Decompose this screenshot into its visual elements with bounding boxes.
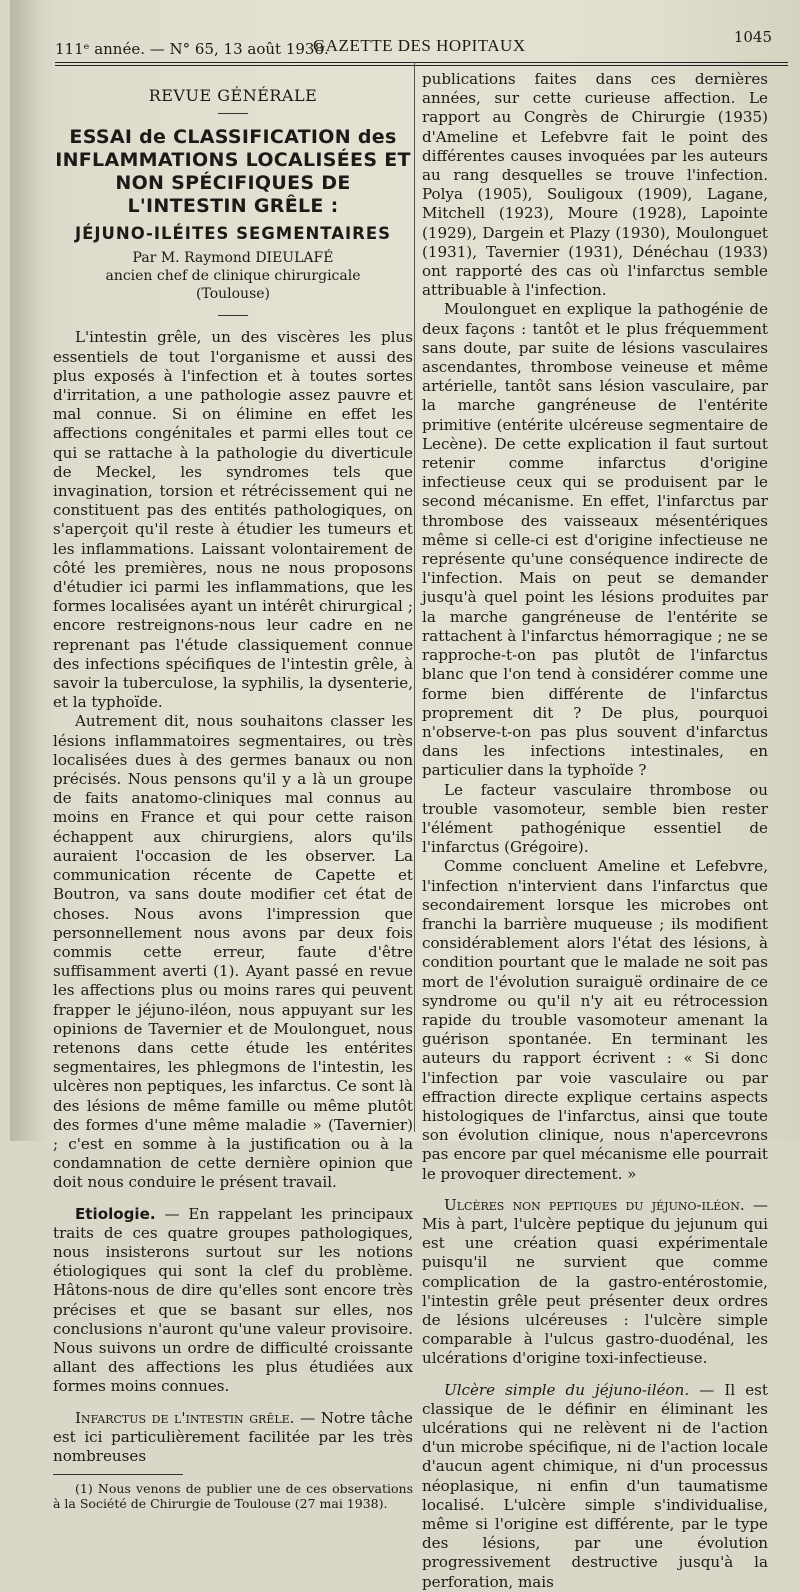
paragraph: Infarctus de l'intestin grêle. — Notre tâche est ici particulièrement facilitée par les très nombreuses: [53, 1408, 413, 1465]
issue-info: 111ᵉ année. — N° 65, 13 août 1938.: [55, 40, 329, 58]
footnote: (1) Nous venons de publier une de ces observations à la Société de Chirurgie de Toulouse (27 mai 1938).: [53, 1481, 413, 1512]
section-heading: REVUE GÉNÉRALE: [148, 86, 318, 105]
paragraph: Le facteur vasculaire thrombose ou trouble vasomoteur, semble bien rester l'élément pathogénique essentiel de l'infarctus (Grégoire).: [422, 780, 768, 857]
run-in-heading: Etiologie.: [75, 1204, 156, 1223]
run-in-heading: Ulcères non peptiques du jéjuno-iléon.: [444, 1195, 745, 1214]
paragraph: Autrement dit, nous souhaitons classer les lésions inflammatoires segmentaires, ou très localisées dues à des germes banaux ou non précisés. Nous pensons qu'il y a là un groupe de faits anatomo-cliniques mal connus au moins en France et qui pour cette raison échappent aux chirurgiens, alors qu'ils auraient l'occasion de les observer. La communication récente de Capette et Boutron, va sans doute modifier cet état de choses. Nous avons l'impression que personnellement nous avons par deux fois commis cette erreur, faute d'être suffisamment averti (1). Ayant passé en revue les affections plus ou moins rares qui peuvent frapper le jéjuno-iléon, nous appuyant sur les opinions de Tavernier et de Moulonguet, nous retenons dans cette étude les entérites segmentaires, les phlegmons de l'intestin, les ulcères non peptiques, les infarctus. Ce sont là des lésions de même famille ou même plutôt des formes d'une même maladie » (Tavernier) ; c'est en somme à la justification ou à la condamnation de cette dernière opinion que doit nous conduire le présent travail.: [53, 712, 413, 1192]
right-column: [422, 70, 768, 1592]
journal-title: GAZETTE DES HOPITAUX: [313, 36, 526, 55]
author-affiliation: ancien chef de clinique chirurgicale: [105, 268, 361, 285]
footnote-rule: [53, 1474, 183, 1475]
paragraph: Ulcères non peptiques du jéjuno-iléon. — Mis à part, l'ulcère peptique du jejunum qui est une création quasi expérimentale puisqu'il ne survient que comme complication de la gastro-entérostomie, l'intestin grêle peut présenter deux ordres de lésions ulcéreuses : l'ulcère simple comparable à l'ulcus gastro-duodénal, les ulcérations d'origine toxi-infectieuse.: [422, 1195, 768, 1368]
binding-edge: [10, 0, 36, 1141]
run-in-heading: Ulcère simple du jéjuno-iléon.: [444, 1380, 690, 1399]
column-divider: [414, 62, 415, 1132]
paragraph: Ulcère simple du jéjuno-iléon. — Il est classique de le définir en éliminant les ulcérations qui ne relèvent ni de l'action d'un microbe spécifique, ni de l'action locale d'aucun agent chimique, ni d'un processus néoplasique, ni enfin d'un taumatisme localisé. L'ulcère simple s'individualise, même si l'origine est différente, par le type des lésions, par une évolution progressivement destructive jusqu'à la perforation, mais: [422, 1380, 768, 1591]
header-rule: [55, 62, 788, 63]
left-column: [53, 84, 413, 1511]
short-rule: [218, 113, 248, 114]
paragraph: Comme concluent Ameline et Lefebvre, l'infection n'intervient dans l'infarctus que secondairement lorsque les microbes ont franchi la barrière muqueuse ; ils modifient considérablement alors l'état des lésions, à condition pourtant que le malade ne soit pas mort de l'évolution suraiguë ordinaire de ce syndrome ou qu'il n'y ait eu rétrocession rapide du trouble vasomoteur amenant la guérison spontanée. En terminant les auteurs du rapport écrivent : « Si donc l'infection par voie vasculaire ou par effraction directe explique certains aspects histologiques de l'infarctus, ainsi que toute son évolution clinique, nous n'apercevrons pas encore par quel mécanisme elle pourrait le provoquer directement. »: [422, 857, 768, 1183]
paragraph: Etiologie. — En rappelant les principaux traits de ces quatre groupes pathologiques, nous insisterons surtout sur les notions étiologiques qui sont la clef du problème. Hâtons-nous de dire qu'elles sont encore très précises et que se basant sur elles, nos conclusions n'auront qu'une valeur provisoire. Nous suivons un ordre de difficulté croissante allant des affections les plus étudiées aux formes moins connues.: [53, 1204, 413, 1396]
author-name: Par M. Raymond DIEULAFÉ: [132, 250, 334, 267]
run-in-heading: Infarctus de l'intestin grêle.: [75, 1408, 295, 1427]
author-city: (Toulouse): [195, 286, 270, 303]
running-header: [55, 28, 780, 60]
article-subtitle: JÉJUNO-ILÉITES SEGMENTAIRES: [74, 224, 392, 244]
page-number: 1045: [733, 28, 772, 46]
header-rule-double: [55, 65, 788, 66]
short-rule: [218, 315, 248, 316]
paragraph: Moulonguet en explique la pathogénie de deux façons : tantôt et le plus fréquemment sans doute, par suite de lésions vasculaires ascendantes, thrombose veineuse et même artérielle, tantôt sans lésion vasculaire, par la marche gangréneuse de l'entérite primitive (entérite ulcéreuse segmentaire de Lecène). De cette explication il faut surtout retenir comme infarctus d'origine infectieuse ceux qui se produisent par le second mécanisme. En effet, l'infarctus par thrombose des vaisseaux mésentériques même si celle-ci est d'origine infectieuse ne représente qu'une conséquence indirecte de l'infection. Mais on peut se demander jusqu'à quel point les lésions produites par la marche gangréneuse de l'entérite se rattachent à l'infarctus hémorragique ; ne se rapproche-t-on pas plutôt de l'infarctus blanc que l'on tend à considérer comme une forme bien différente de l'infarctus proprement dit ? De plus, pourquoi n'observe-t-on pas plus souvent d'infarctus dans les infections intestinales, en particulier dans la typhoïde ?: [422, 300, 768, 780]
paragraph: L'intestin grêle, un des viscères les plus essentiels de tout l'organisme et aussi des plus exposés à l'infection et à toutes sortes d'irritation, a une pathologie assez pauvre et mal connue. Si on élimine en effet les affections congénitales et parmi elles tout ce qui se rattache à la pathologie du diverticule de Meckel, les syndromes tels que invagination, torsion et rétrécissement qui ne constituent pas des entités pathologiques, on s'aperçoit qu'il reste à étudier les tumeurs et les inflammations. Laissant volontairement de côté les premières, nous ne nous proposons d'étudier ici parmi les inflammations, que les formes localisées ayant un intérêt chirurgical ; encore restreignons-nous leur cadre en ne reprenant pas l'étude classiquement connue des infections spécifiques de l'intestin grêle, à savoir la tuberculose, la syphilis, la dysenterie, et la typhoïde.: [53, 328, 413, 712]
paragraph: publications faites dans ces dernières années, sur cette curieuse affection. Le rapport au Congrès de Chirurgie (1935) d'Ameline et Lefebvre fait le point des différentes causes invoquées par les auteurs au rang desquelles se trouve l'infection. Polya (1905), Souligoux (1909), Lagane, Mitchell (1923), Moure (1928), Lapointe (1929), Dargein et Plazy (1930), Moulonguet (1931), Tavernier (1931), Dénéchau (1933) ont rapporté des cas où l'infarctus semble attribuable à l'infection.: [422, 70, 768, 300]
article-title: ESSAI de CLASSIFICATION des INFLAMMATIONS LOCALISÉES ET NON SPÉCIFIQUES DE L'INTESTIN GRÊLE :: [55, 126, 411, 218]
